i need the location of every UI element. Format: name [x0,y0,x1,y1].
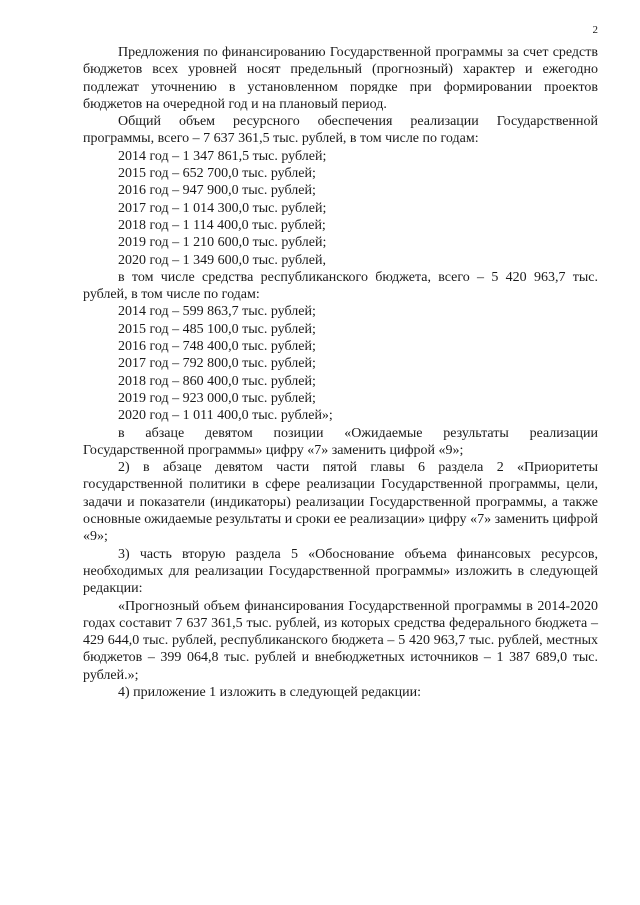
list-item: 2016 год – 748 400,0 тыс. рублей; [118,339,316,355]
list-item: 2017 год – 792 800,0 тыс. рублей; [118,356,316,372]
list-item: 2020 год – 1 011 400,0 тыс. рублей»; [118,408,333,424]
list-item: 2016 год – 947 900,0 тыс. рублей; [118,183,316,199]
list-item: 2014 год – 599 863,7 тыс. рублей; [118,304,316,320]
paragraph-item-2: 2) в абзаце девятом части пятой главы 6 раздела 2 «Приоритеты государственной политики в сфере реализации Государственной программы, цели, задачи и показатели (индикаторы) реализации Государственной программы, а также основные ожидаемые результаты и сроки ее реализации» цифру «7» заменить цифрой «9»; [83,460,598,545]
list-item: 2018 год – 1 114 400,0 тыс. рублей; [118,217,326,233]
paragraph-item-3: 3) часть вторую раздела 5 «Обоснование объема финансовых ресурсов, необходимых для реализации Государственной программы» изложить в следующей редакции: [83,546,598,597]
republican-by-year-list [83,303,598,424]
list-item: 2019 год – 1 210 600,0 тыс. рублей; [118,235,327,251]
paragraph-forecast-volume: «Прогнозный объем финансирования Государственной программы в 2014-2020 годах составит 7 637 361,5 тыс. рублей, из которых средства федерального бюджета – 429 644,0 тыс. рублей, республиканского бюджета – 5 420 963,7 тыс. рублей, местных бюджетов – 399 064,8 тыс. рублей и внебюджетных источников – 1 387 689,0 тыс. рублей.»; [83,598,598,683]
list-item: 2017 год – 1 014 300,0 тыс. рублей; [118,200,327,216]
paragraph-expected-results: в абзаце девятом позиции «Ожидаемые результаты реализации Государственной программы» цифру «7» заменить цифрой «9»; [83,425,598,458]
paragraph-total-volume: Общий объем ресурсного обеспечения реализации Государственной программы, всего – 7 637 361,5 тыс. рублей, в том числе по годам: [83,114,598,147]
paragraph-financing-proposals: Предложения по финансированию Государственной программы за счет средств бюджетов всех уровней носят предельный (прогнозный) характер и ежегодно подлежат уточнению в установленном порядке при формировании проектов бюджетов на очередной год и на плановый период. [83,45,598,112]
paragraph-republican-budget: в том числе средства республиканского бюджета, всего – 5 420 963,7 тыс. рублей, в том числе по годам: [83,269,598,303]
page-number: 2 [592,24,598,36]
list-item: 2014 год – 1 347 861,5 тыс. рублей; [118,148,327,164]
list-item: 2020 год – 1 349 600,0 тыс. рублей, [118,252,326,268]
list-item: 2018 год – 860 400,0 тыс. рублей; [118,373,316,389]
list-item: 2015 год – 652 700,0 тыс. рублей; [118,166,316,182]
list-item: 2019 год – 923 000,0 тыс. рублей; [118,390,316,406]
total-by-year-list [83,148,598,269]
list-item: 2015 год – 485 100,0 тыс. рублей; [118,321,316,337]
paragraph-item-4: 4) приложение 1 изложить в следующей редакции: [118,684,421,700]
document-body [83,44,598,701]
